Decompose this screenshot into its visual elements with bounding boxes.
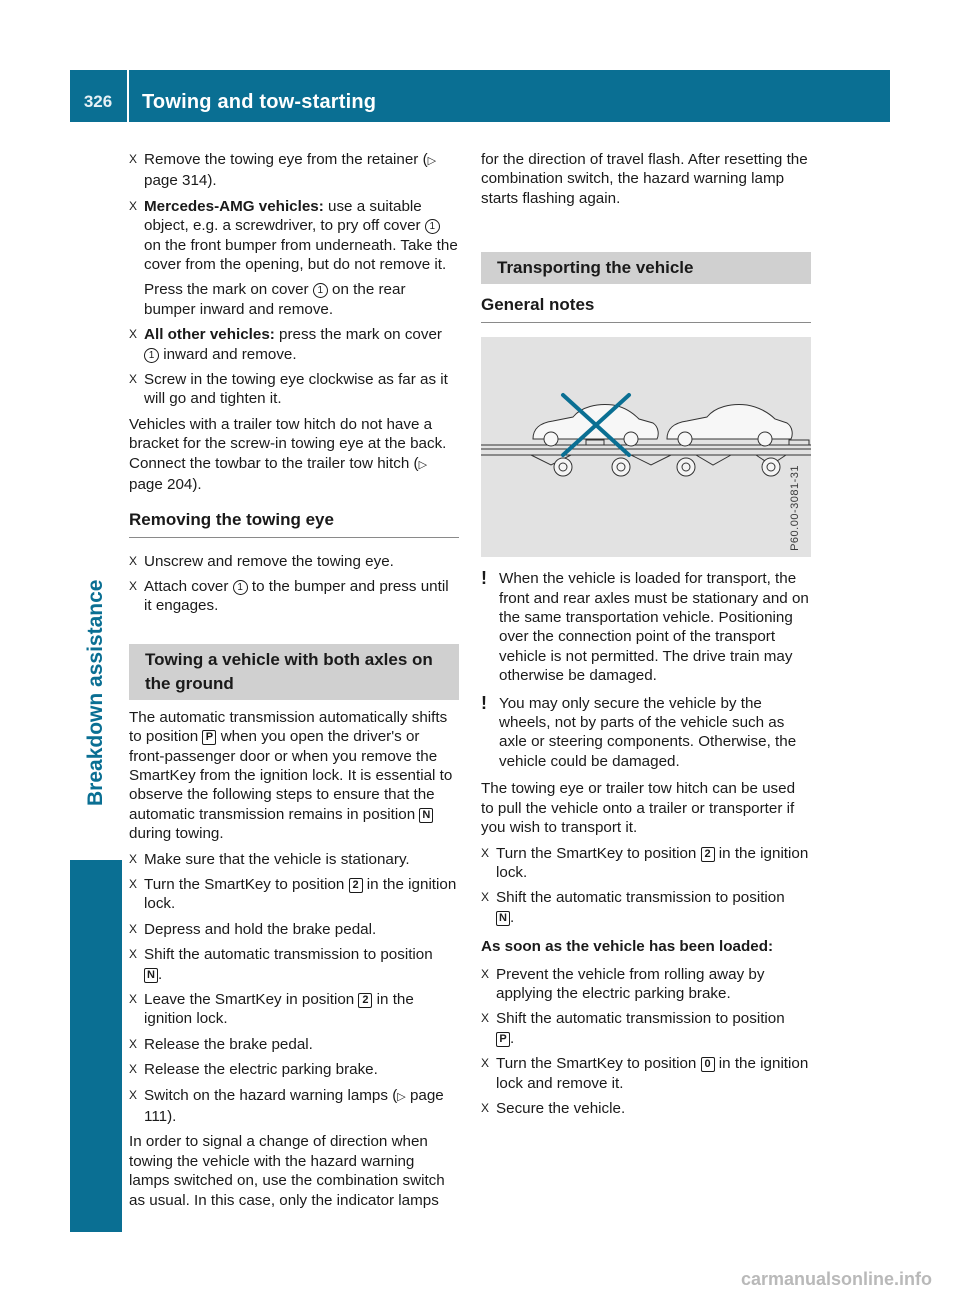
left-column	[129, 150, 459, 1216]
arrow-icon: X	[481, 1100, 490, 1115]
arrow-icon: X	[129, 152, 138, 166]
arrow-icon: X	[481, 845, 490, 860]
arrow-icon: X	[129, 851, 138, 866]
arrow-icon: X	[129, 553, 138, 568]
arrow-icon: X	[481, 890, 490, 905]
arrow-icon: X	[129, 921, 138, 936]
step-other-vehicles: X All other vehicles: press the mark on cover 1 inward and remove.	[129, 326, 442, 363]
cover-number-icon: 1	[233, 580, 248, 595]
key-position-0-icon: 0	[701, 1057, 715, 1072]
sidebar-label: Breakdown assistance	[84, 579, 107, 806]
gear-p-icon: P	[202, 730, 216, 745]
section-heading-removing: Removing the towing eye	[129, 509, 459, 538]
gear-n-icon: N	[144, 968, 158, 983]
step-brake: X Depress and hold the brake pedal.	[129, 920, 377, 938]
header-divider	[127, 70, 129, 122]
page-title: Towing and tow-starting	[142, 91, 377, 113]
page-number: 326	[83, 92, 113, 111]
step-release-parking-brake: X Release the electric parking brake.	[129, 1061, 378, 1079]
tow-hitch-paragraph: Vehicles with a trailer tow hitch do not have a bracket for the screw-in towing eye at the back. Connect the towbar to the trailer tow hitch (▷ page 204).	[129, 415, 447, 494]
warning-secure: ! You may only secure the vehicle by the wheels, not by parts of the vehicle such as axle or steering components. Otherwise, the vehicle could be damaged.	[481, 692, 797, 770]
right-column	[481, 150, 811, 1124]
page-ref-icon: ▷	[418, 458, 428, 471]
section-heading-towing: Towing a vehicle with both axles on the ground	[129, 644, 459, 700]
cover-number-icon: 1	[425, 219, 440, 234]
page-ref-icon: ▷	[427, 155, 437, 167]
step-stationary: X Make sure that the vehicle is stationary.	[129, 850, 410, 868]
warning-icon: !	[481, 692, 487, 713]
direction-paragraph: In order to signal a change of direction when towing the vehicle with the hazard warning lamps switched on, use the combination switch as usual. In this case, only the indicator lamps	[129, 1133, 445, 1209]
step-unscrew: X Unscrew and remove the towing eye.	[129, 552, 394, 570]
step-attach-cover: X Attach cover 1 to the bumper and press until it engages.	[129, 577, 449, 615]
step-smartkey-0: X Turn the SmartKey to position 0 in the ignition lock and remove it.	[481, 1055, 809, 1092]
step-shift-p: X Shift the automatic transmission to position P .	[481, 1010, 785, 1047]
arrow-icon: X	[481, 1056, 490, 1071]
step-prevent-rolling: X Prevent the vehicle from rolling away by applying the electric parking brake.	[481, 965, 765, 1002]
arrow-icon: X	[481, 966, 490, 981]
warning-icon: !	[481, 568, 487, 589]
cover-number-icon: 1	[144, 348, 159, 363]
section-heading-general: General notes	[481, 294, 811, 323]
loaded-heading: As soon as the vehicle has been loaded:	[481, 938, 774, 956]
watermark: carmanualsonline.info	[740, 1269, 932, 1289]
step-amg: X Mercedes-AMG vehicles: use a suitable object, e.g. a screwdriver, to pry off cover 1 on the front bumper from underneath. Take the cover from the opening, but do not remove it. Press the mark on cover 1 on the rear bumper inward and remove.	[129, 197, 458, 318]
step-smartkey-2-transport: X Turn the SmartKey to position 2 in the ignition lock.	[481, 844, 809, 881]
arrow-icon: X	[129, 947, 138, 962]
arrow-icon: X	[129, 992, 138, 1006]
header-bar	[70, 70, 890, 122]
transport-illustration	[481, 337, 811, 557]
page-link[interactable]: page 204).	[129, 476, 202, 494]
page-ref-icon: ▷	[397, 1090, 406, 1103]
gear-n-icon: N	[496, 911, 510, 926]
arrow-icon: X	[129, 578, 138, 593]
arrow-icon: X	[481, 1011, 490, 1026]
arrow-icon: X	[129, 1062, 138, 1077]
key-position-2-icon: 2	[349, 878, 363, 893]
step-smartkey-2: X Turn the SmartKey to position 2 in the ignition lock.	[129, 875, 457, 913]
warning-axles: ! When the vehicle is loaded for transport, the front and rear axles must be stationary and on the same transportation vehicle. Positioning over the connection point of the transport vehicle is not permitted. The drive train may otherwise be damaged.	[481, 568, 809, 685]
gear-n-icon: N	[419, 808, 433, 823]
arrow-icon: X	[129, 1036, 138, 1051]
transporter-wheels	[554, 458, 780, 476]
step-hazard-lamps: X Switch on the hazard warning lamps (▷ page 111).	[129, 1086, 444, 1126]
page-link[interactable]: page 111).	[144, 1086, 444, 1126]
arrow-icon: X	[129, 876, 138, 891]
step-shift-n: X Shift the automatic transmission to position N .	[129, 946, 433, 983]
sidebar-block	[70, 860, 122, 1232]
gear-p-icon: P	[496, 1032, 510, 1047]
arrow-icon: X	[129, 327, 138, 342]
section-heading-transport: Transporting the vehicle	[481, 252, 811, 284]
continuation-paragraph: for the direction of travel flash. After resetting the combination switch, the hazard warning lamp starts flashing again.	[481, 151, 808, 207]
arrow-icon: X	[129, 372, 138, 387]
step-secure-vehicle: X Secure the vehicle.	[481, 1099, 626, 1117]
key-position-2-icon: 2	[701, 847, 715, 862]
figure-code: P60.00-3081-31	[788, 465, 801, 552]
step-release-brake: X Release the brake pedal.	[129, 1035, 313, 1053]
arrow-icon: X	[129, 1087, 138, 1102]
step-remove-eye: X Remove the towing eye from the retainer (▷ page 314).	[129, 151, 437, 190]
transmission-paragraph: The automatic transmission automatically shifts to position P when you open the driver's or front-passenger door or when you remove the SmartKey from the ignition lock. It is essential to observe the following steps to ensure that the automatic transmission remains in position N during towing.	[129, 708, 453, 843]
arrow-icon: X	[129, 198, 138, 213]
step-screw-in: X Screw in the towing eye clockwise as far as it will go and tighten it.	[129, 371, 448, 408]
page-link[interactable]: page 314).	[144, 172, 217, 190]
car-correct	[667, 405, 792, 447]
towing-eye-paragraph: The towing eye or trailer tow hitch can be used to pull the vehicle onto a trailer or transporter if you wish to transport it.	[481, 780, 796, 837]
cover-number-icon: 1	[313, 283, 328, 298]
step-shift-n-transport: X Shift the automatic transmission to position N .	[481, 889, 785, 926]
transport-diagram	[481, 337, 811, 557]
step-leave-smartkey: X Leave the SmartKey in position 2 in the ignition lock.	[129, 991, 414, 1028]
key-position-2-icon: 2	[358, 993, 372, 1008]
sidebar-tab	[70, 525, 122, 860]
